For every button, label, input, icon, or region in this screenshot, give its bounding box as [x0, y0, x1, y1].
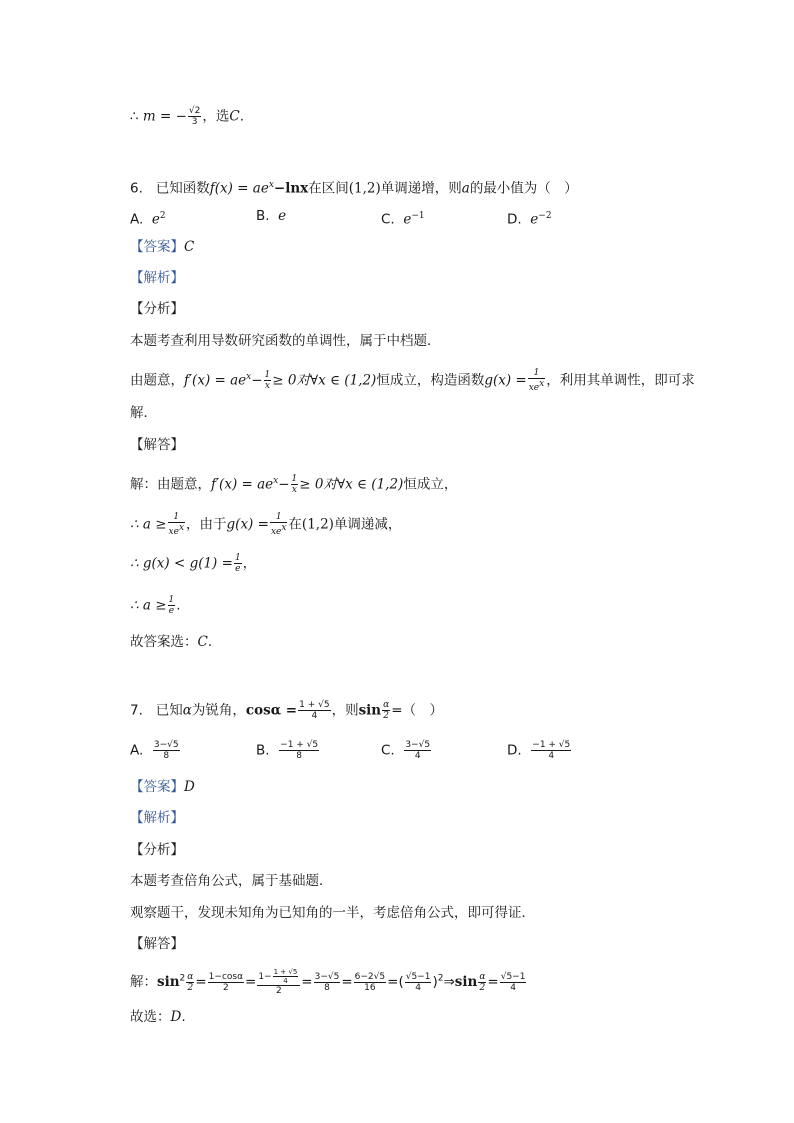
q6-stem: 6. 已知函数$f(x) = ae^x-\ln x$在区间(1,2)单调递增，则a的最小值为（ ） [130, 180, 578, 197]
q7-fenxi-text: 本题考查倍角公式，属于基础题． [130, 873, 333, 889]
q6-option-b: B. e [256, 208, 287, 224]
fraction: $\frac{1}{xe^x}$ [270, 512, 287, 537]
q7-answer: 【答案】D [130, 779, 195, 795]
fraction: $\frac{\alpha}{2}$ [479, 971, 486, 993]
q6-solution-3: ∴ g(x) < g(1) = $\frac{1}{e}$ ， [130, 553, 257, 574]
q6-solution-4: ∴ a ≥ $\frac{1}{e}$ . [130, 595, 181, 616]
q6-final: 故答案选：C. [130, 634, 213, 650]
q7-observe: 观察题干，发现未知角为已知角的一半，考虑倍角公式，即可得证． [130, 905, 535, 921]
q7-option-b: B. $\frac{-1 + √5}{8}$ [256, 740, 319, 761]
fraction: $\frac{3-√5}{4}$ [405, 740, 431, 761]
q6-option-a: A. $e^2$ [130, 211, 166, 228]
q7-final: 故选：D. [130, 1009, 186, 1025]
fraction: $\frac{√2}{3}$ [188, 106, 201, 127]
fraction: $\frac{\alpha}{2}$ [187, 971, 194, 993]
fraction: $\frac{1}{e}$ [234, 553, 241, 574]
fraction: $\frac{√5-1}{4}$ [500, 971, 526, 993]
q6-fenxi-text: 本题考查利用导数研究函数的单调性，属于中档题． [130, 333, 441, 349]
fraction: $\frac{\alpha}{2}$ [383, 700, 390, 721]
q6-solution-1: 解：由题意，$f'(x) = ae^x-$ $\frac{1}{x}$ ≥ 0对∀x ∈ (1,2)恒成立， [130, 474, 458, 495]
q6-jiexi-tag: 【解析】 [130, 270, 184, 286]
fraction: $\frac{1}{xe^x}$ [168, 512, 185, 537]
fraction: $\frac{3-√5}{8}$ [153, 740, 179, 761]
q6-analysis-line2: 解． [130, 405, 157, 421]
fraction: $\frac{-1 + √5}{8}$ [280, 740, 319, 761]
q6-option-d: D. $e^{-2}$ [507, 211, 552, 228]
q6-option-c: C. $e^{-1}$ [381, 211, 425, 228]
q6-solution-2: ∴ a ≥ $\frac{1}{xe^x}$ ，由于g(x) = $\frac{1}{xe^x}$ 在(1,2)单调递减， [130, 512, 402, 537]
q7-option-c: C. $\frac{3-√5}{4}$ [381, 740, 431, 761]
q7-option-a: A. $\frac{3-√5}{8}$ [130, 740, 179, 761]
fraction: $\frac{1 + √5}{4}$ [299, 700, 330, 721]
q7-solution: 解：$\sin^2$ $\frac{\alpha}{2}$ = $\frac{1-\cos\alpha}{2}$ = 1− $\frac{1 + √5}{4}$ 2 = $\frac{3-√5}{8}$ = $\frac{6-2√5}{16}$ =( $\frac{√5-1}{4}$ )$^2$⇒sin $\frac{\alpha}{2}$ = $\frac{√5-1}{4}$ [130, 968, 526, 996]
fraction: 1− $\frac{1 + √5}{4}$ 2 [257, 968, 300, 996]
q7-option-d: D. $\frac{-1 + √5}{4}$ [507, 740, 571, 761]
q7-jiexi-tag: 【解析】 [130, 810, 184, 826]
fraction: $\frac{1}{e}$ [168, 595, 175, 616]
fraction: $\frac{6-2√5}{16}$ [354, 971, 386, 993]
q6-answer: 【答案】C [130, 239, 195, 255]
fraction: $\frac{3-√5}{8}$ [314, 971, 340, 993]
q7-jieda-tag: 【解答】 [130, 936, 184, 952]
q7-stem: 7. 已知α为锐角，cosα = $\frac{1 + √5}{4}$ ，则sin $\frac{\alpha}{2}$ =（ ） [130, 700, 444, 721]
fraction: $\frac{1}{x}$ [264, 370, 271, 391]
fraction: $\frac{√5-1}{4}$ [405, 971, 431, 993]
fraction: $\frac{1}{x}$ [291, 474, 298, 495]
q6-analysis-line1: 由题意，$f'(x) = ae^x-$ $\frac{1}{x}$ ≥ 0对∀x ∈ (1,2)恒成立，构造函数g(x) = $\frac{1}{xe^x}$ ，利用其单调性，即可求 [130, 368, 695, 393]
q6-fenxi-tag: 【分析】 [130, 301, 184, 317]
fraction: $\frac{1}{xe^x}$ [528, 368, 545, 393]
fraction: $\frac{1 + √5}{4}$ [273, 968, 298, 985]
fraction: $\frac{-1 + √5}{4}$ [532, 740, 571, 761]
prev-conclusion: ∴ m = − $\frac{√2}{3}$ ，选C. [130, 106, 245, 127]
fraction: $\frac{1-\cos\alpha}{2}$ [208, 971, 244, 993]
q6-jieda-tag: 【解答】 [130, 437, 184, 453]
q7-fenxi-tag: 【分析】 [130, 842, 184, 858]
